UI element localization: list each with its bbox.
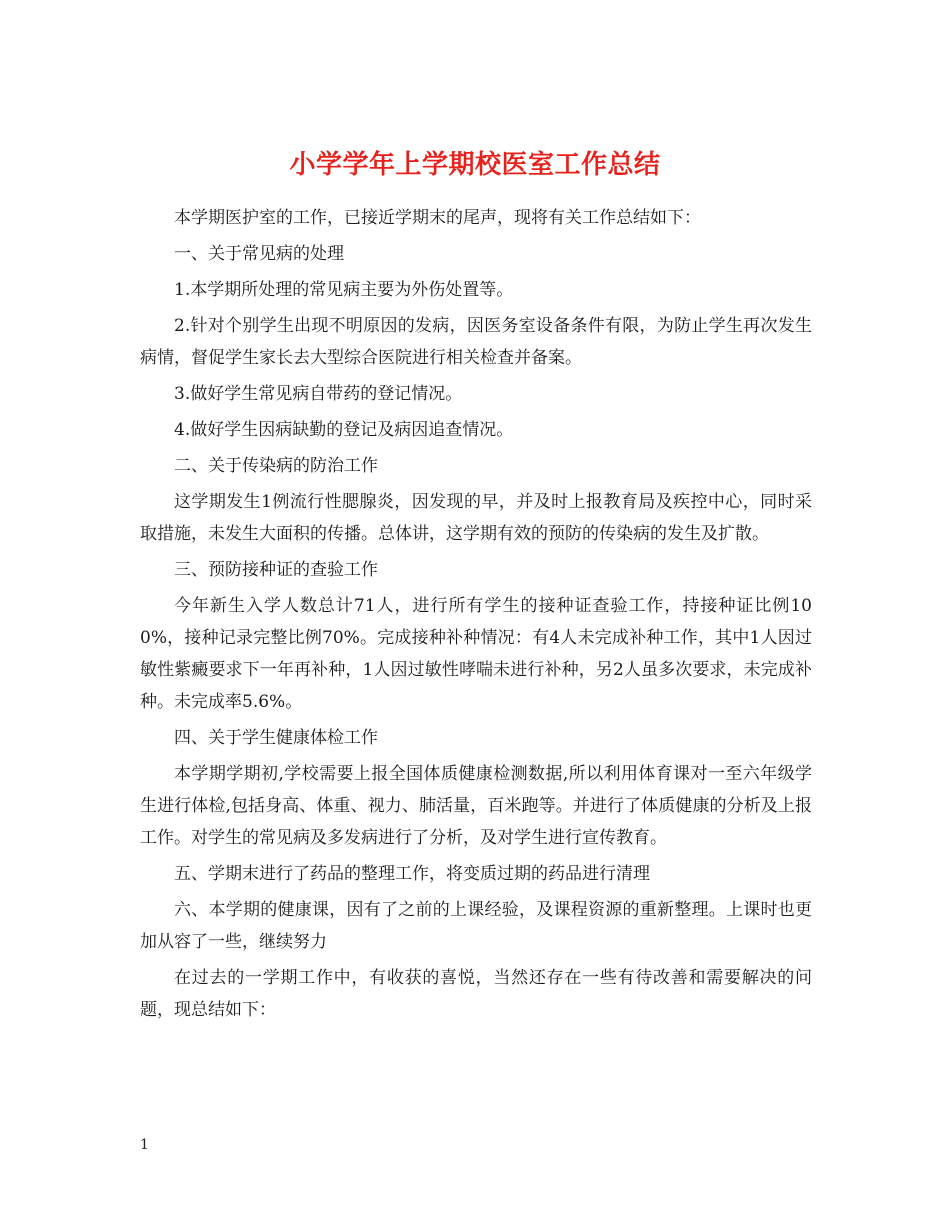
document-title: 小学学年上学期校医室工作总结 [289, 150, 661, 181]
document-body [140, 202, 812, 1030]
list-item-3: 3.做好学生常见病自带药的登记情况。 [174, 384, 463, 404]
intro-paragraph: 本学期医护室的工作，已接近学期末的尾声，现将有关工作总结如下： [174, 208, 701, 228]
infectious-disease-paragraph: 这学期发生1例流行性腮腺炎，因发现的早，并及时上报教育局及疾控中心，同时采取措施，未发生大面积的传播。总体讲，这学期有效的预防的传染病的发生及扩散。 [140, 492, 812, 544]
list-item-4: 4.做好学生因病缺勤的登记及病因追查情况。 [174, 420, 514, 440]
section-heading-2: 二、关于传染病的防治工作 [174, 456, 378, 476]
section-heading-3: 三、预防接种证的查验工作 [174, 560, 378, 580]
section-heading-4: 四、关于学生健康体检工作 [174, 728, 378, 748]
page-number: 1 [140, 1137, 149, 1153]
list-item-2: 2.针对个别学生出现不明原因的发病，因医务室设备条件有限，为防止学生再次发生病情，督促学生家长去大型综合医院进行相关检查并备案。 [140, 316, 812, 368]
health-check-paragraph: 本学期学期初,学校需要上报全国体质健康检测数据,所以利用体育课对一至六年级学生进行体检,包括身高、体重、视力、肺活量，百米跑等。并进行了体质健康的分析及上报工作。对学生的常见病及多发病进行了分析，及对学生进行宣传教育。 [140, 764, 812, 848]
closing-paragraph: 在过去的一学期工作中，有收获的喜悦，当然还存在一些有待改善和需要解决的问题，现总结如下： [140, 968, 812, 1020]
section-heading-5: 五、学期末进行了药品的整理工作，将变质过期的药品进行清理 [174, 864, 650, 884]
section-heading-6: 六、本学期的健康课，因有了之前的上课经验，及课程资源的重新整理。上课时也更加从容了一些，继续努力 [140, 900, 812, 952]
list-item-1: 1.本学期所处理的常见病主要为外伤处置等。 [174, 280, 514, 300]
section-heading-1: 一、关于常见病的处理 [174, 244, 344, 264]
vaccination-paragraph: 今年新生入学人数总计71人，进行所有学生的接种证查验工作，持接种证比例100%，接种记录完整比例70%。完成接种补种情况：有4人未完成补种工作，其中1人因过敏性紫癜要求下一年再补种，1人因过敏性哮喘未进行补种，另2人虽多次要求，未完成补种。未完成率5.6%。 [140, 596, 812, 712]
